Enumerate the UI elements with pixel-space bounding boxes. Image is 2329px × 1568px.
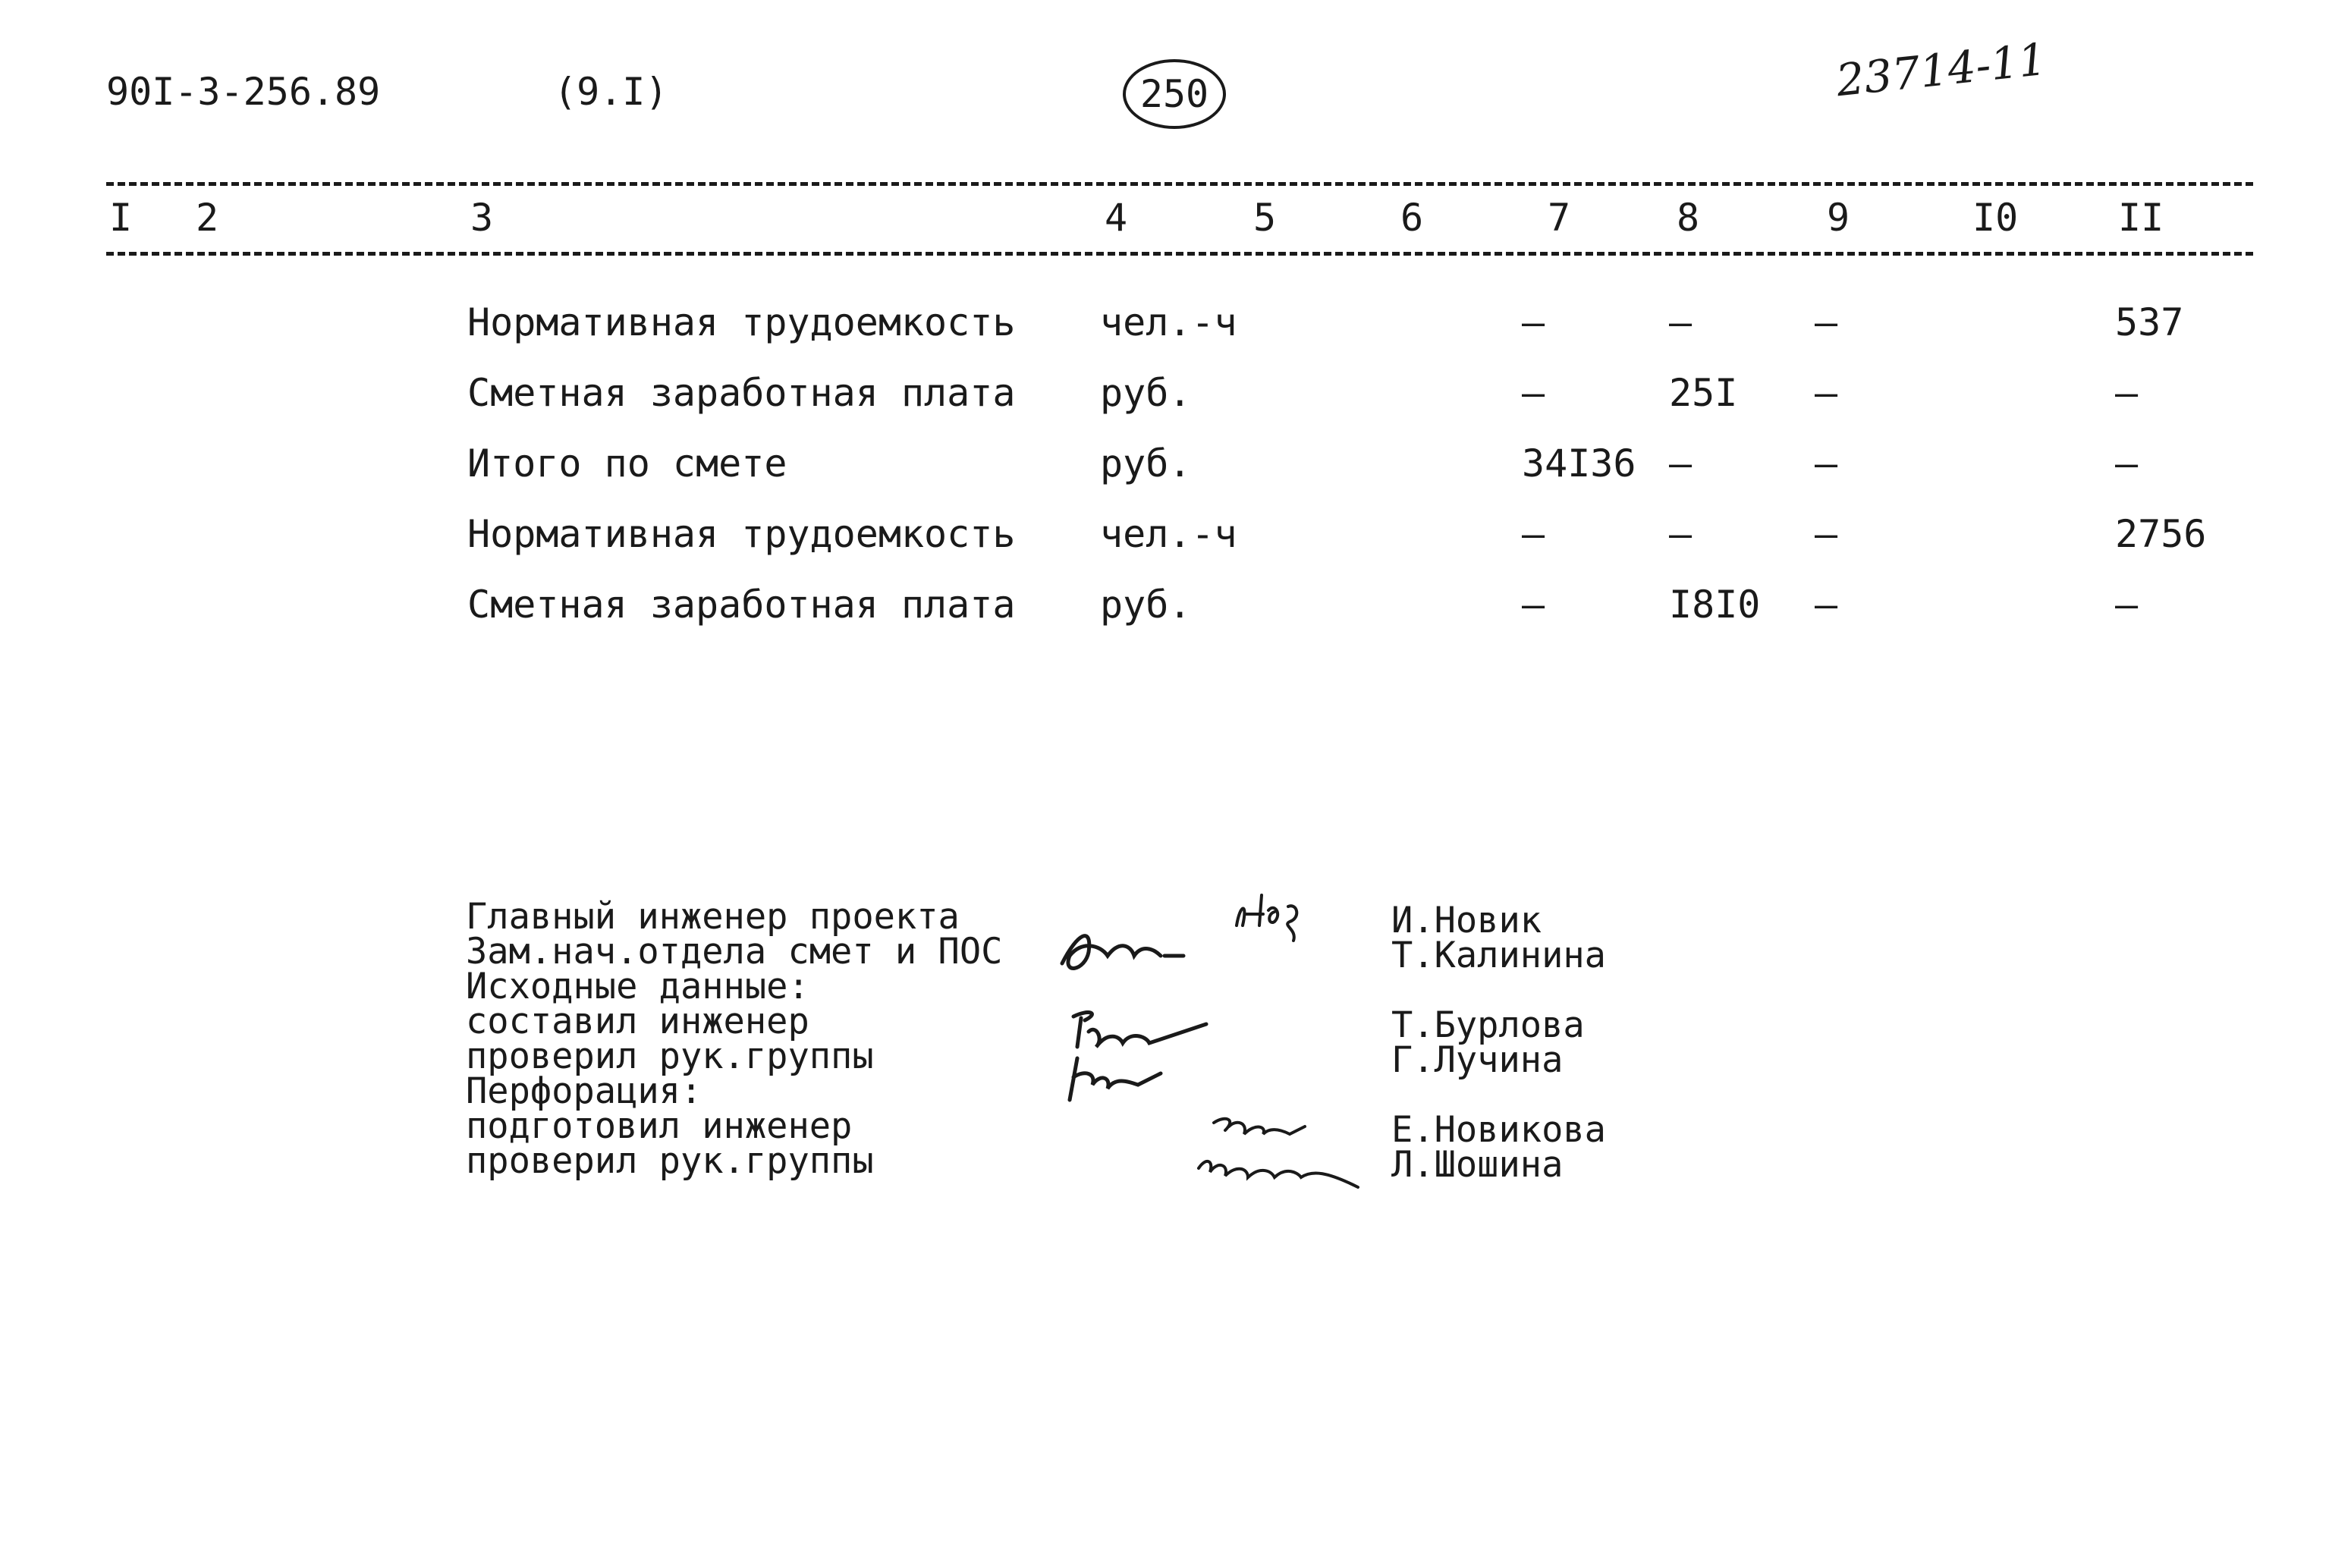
- column-header-4: 4: [1105, 196, 1128, 240]
- signature-prepared-checked: [1183, 1108, 1381, 1206]
- cell-col9: –: [1815, 512, 1838, 556]
- column-header-8: 8: [1677, 196, 1700, 240]
- signature-labels: [466, 896, 1003, 1182]
- name-burlova: Т.Бурлова: [1391, 1004, 1585, 1046]
- table-row: [0, 371, 2329, 432]
- label-prepared-by: подготовил инженер: [466, 1105, 853, 1147]
- name-novik: И.Новик: [1391, 900, 1542, 941]
- handwritten-number: 23714-11: [1834, 33, 2049, 107]
- label-checked-by: проверил рук.группы: [466, 1035, 874, 1077]
- row-unit: чел.-ч: [1100, 512, 1237, 556]
- column-header-6: 6: [1400, 196, 1424, 240]
- cell-col11: 537: [2115, 300, 2184, 344]
- cell-col11: –: [2115, 583, 2139, 627]
- label-checked-by-2: проверил рук.группы: [466, 1140, 874, 1182]
- column-header-1: I: [109, 196, 133, 240]
- row-unit: чел.-ч: [1100, 300, 1237, 344]
- table-row: [0, 512, 2329, 573]
- name-shoshina: Л.Шошина: [1391, 1144, 1564, 1186]
- column-header-9: 9: [1827, 196, 1850, 240]
- label-chief-engineer: Главный инженер проекта: [466, 896, 960, 938]
- column-header-2: 2: [196, 196, 219, 240]
- page-number: 250: [1123, 59, 1226, 129]
- cell-col7: –: [1522, 300, 1545, 344]
- name-novikova: Е.Новикова: [1391, 1109, 1606, 1151]
- cell-col8: –: [1669, 512, 1693, 556]
- column-header-3: 3: [470, 196, 494, 240]
- document-code: 90I-3-256.89: [106, 70, 381, 114]
- cell-col7: –: [1522, 371, 1545, 415]
- row-unit: руб.: [1100, 371, 1192, 415]
- cell-col9: –: [1815, 441, 1838, 485]
- cell-col7: –: [1522, 512, 1545, 556]
- row-name: Нормативная трудоемкость: [467, 300, 1016, 344]
- table-row: [0, 583, 2329, 643]
- name-luchina: Г.Лучина: [1391, 1039, 1564, 1081]
- table-row: [0, 441, 2329, 502]
- cell-col8: –: [1669, 441, 1693, 485]
- cell-col11: –: [2115, 371, 2139, 415]
- signature-compiled-checked: [1054, 1001, 1237, 1123]
- name-kalinina: Т.Калинина: [1391, 935, 1606, 976]
- label-compiled-by: составил инженер: [466, 1001, 809, 1042]
- row-unit: руб.: [1100, 441, 1192, 485]
- cell-col8: 25I: [1669, 371, 1738, 415]
- row-name: Итого по смете: [467, 441, 787, 485]
- row-unit: руб.: [1100, 583, 1192, 627]
- cell-col8: –: [1669, 300, 1693, 344]
- label-deputy-head: Зам.нач.отдела смет и ПОС: [466, 931, 1003, 973]
- row-name: Сметная заработная плата: [467, 583, 1016, 627]
- column-header-11: II: [2118, 196, 2164, 240]
- column-header-5: 5: [1253, 196, 1277, 240]
- header-top-rule: [106, 182, 2253, 186]
- label-source-data: Исходные данные:: [466, 966, 809, 1007]
- cell-col9: –: [1815, 371, 1838, 415]
- section-number: (9.I): [554, 70, 668, 114]
- label-perforation: Перфорация:: [466, 1070, 702, 1112]
- row-name: Нормативная трудоемкость: [467, 512, 1016, 556]
- header-bottom-rule: [106, 252, 2253, 256]
- cell-col9: –: [1815, 583, 1838, 627]
- column-header-10: I0: [1972, 196, 2019, 240]
- cell-col8: I8I0: [1669, 583, 1761, 627]
- column-header-7: 7: [1548, 196, 1571, 240]
- row-name: Сметная заработная плата: [467, 371, 1016, 415]
- signature-chief-engineer: [1047, 880, 1320, 986]
- table-row: [0, 300, 2329, 361]
- cell-col11: –: [2115, 441, 2139, 485]
- cell-col7: –: [1522, 583, 1545, 627]
- cell-col11: 2756: [2115, 512, 2207, 556]
- cell-col9: –: [1815, 300, 1838, 344]
- cell-col7: 34I36: [1522, 441, 1636, 485]
